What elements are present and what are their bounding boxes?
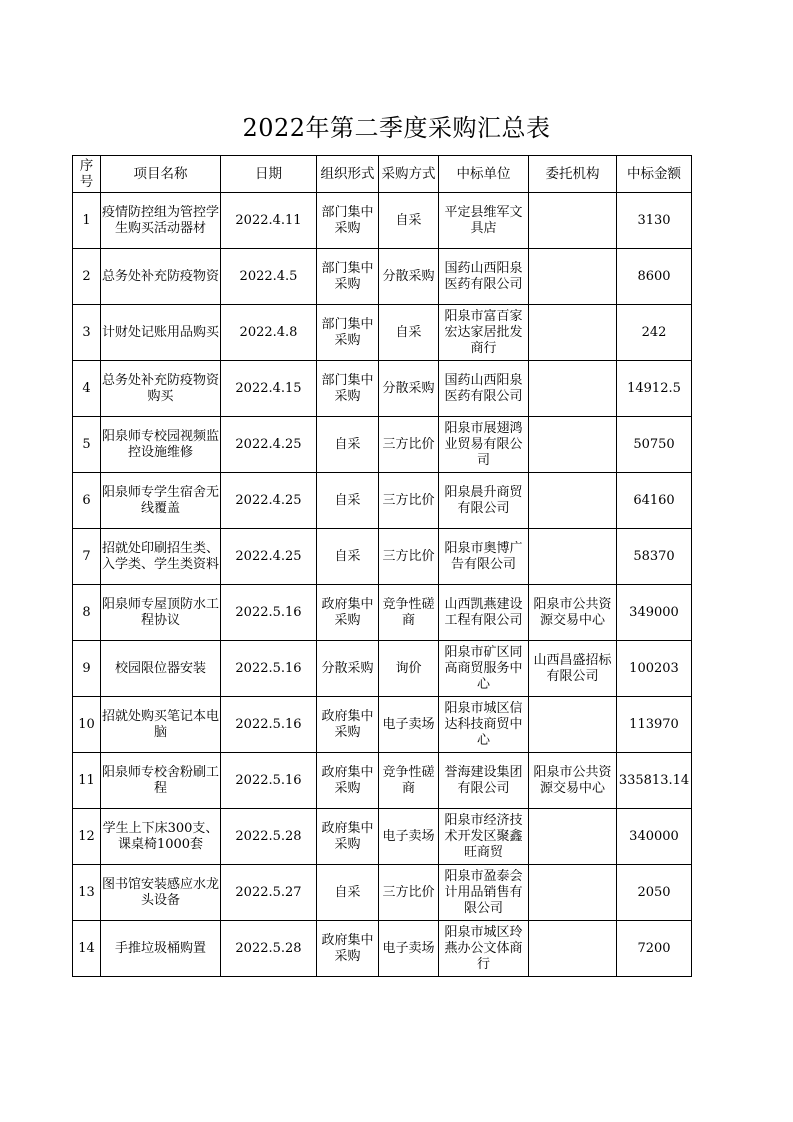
cell-agency: [529, 249, 617, 305]
cell-agency: [529, 361, 617, 417]
cell-winning-amount: [617, 809, 692, 865]
cell-row-number: [73, 809, 101, 865]
procurement-method-text: 分散采购: [382, 268, 435, 284]
winning-bidder-text: 阳泉市城区信达科技商贸中心: [444, 700, 523, 748]
cell-winning-amount: [617, 585, 692, 641]
project-name-text: 招就处购买笔记本电脑: [102, 708, 219, 740]
cell-procurement-method: [379, 305, 439, 361]
winning-bidder-text: 国药山西阳泉医药有限公司: [444, 260, 523, 292]
cell-purchase-date: [221, 529, 317, 585]
organization-form-text: 部门集中采购: [321, 260, 374, 292]
cell-organization-form: [317, 417, 379, 473]
project-name-text: 阳泉师专屋顶防水工程协议: [102, 596, 219, 628]
winning-bidder-text: 山西凯燕建设工程有限公司: [444, 596, 523, 628]
organization-form-text: 部门集中采购: [321, 316, 374, 348]
cell-purchase-date: [221, 865, 317, 921]
cell-winning-bidder: [439, 865, 529, 921]
purchase-date-text: 2022.5.28: [235, 940, 302, 956]
cell-organization-form: [317, 641, 379, 697]
cell-agency: [529, 193, 617, 249]
organization-form-text: 自采: [334, 884, 361, 900]
project-name-text: 疫情防控组为管控学生购买活动器材: [102, 204, 219, 236]
project-name-text: 阳泉师专校舍粉刷工程: [102, 764, 219, 796]
cell-organization-form: [317, 809, 379, 865]
project-name-text: 阳泉师专学生宿舍无线覆盖: [102, 484, 219, 516]
winning-bidder-text: 阳泉市展翅鸿业贸易有限公司: [444, 420, 523, 468]
procurement-method-text: 自采: [395, 212, 422, 228]
winning-amount-text: 7200: [637, 940, 671, 956]
winning-bidder-text: 阳泉晨升商贸有限公司: [444, 484, 523, 516]
cell-winning-bidder: [439, 249, 529, 305]
cell-project-name: [101, 473, 221, 529]
header-winning-bidder: 中标单位: [439, 156, 529, 193]
winning-amount-text: 340000: [629, 828, 679, 844]
cell-winning-amount: [617, 697, 692, 753]
header-organization-form: 组织形式: [317, 156, 379, 193]
project-name-text: 总务处补充防疫物资: [102, 268, 219, 284]
cell-project-name: [101, 809, 221, 865]
project-name-text: 图书馆安装感应水龙头设备: [102, 876, 219, 908]
row-number-text: 3: [82, 324, 91, 340]
purchase-date-text: 2022.5.27: [235, 884, 302, 900]
row-number-text: 11: [78, 772, 95, 788]
cell-purchase-date: [221, 921, 317, 977]
cell-winning-bidder: [439, 305, 529, 361]
project-name-text: 总务处补充防疫物资购买: [102, 372, 219, 404]
cell-procurement-method: [379, 249, 439, 305]
row-number-text: 1: [82, 212, 91, 228]
cell-procurement-method: [379, 641, 439, 697]
winning-amount-text: 8600: [637, 268, 671, 284]
agency-text: 阳泉市公共资源交易中心: [533, 596, 612, 628]
procurement-summary-table: [72, 155, 692, 977]
cell-procurement-method: [379, 361, 439, 417]
cell-project-name: [101, 921, 221, 977]
cell-project-name: [101, 585, 221, 641]
cell-winning-amount: [617, 305, 692, 361]
table-row: [73, 809, 692, 865]
cell-purchase-date: [221, 809, 317, 865]
cell-winning-bidder: [439, 473, 529, 529]
project-name-text: 校园限位器安装: [114, 660, 206, 676]
winning-bidder-text: 阳泉市矿区同高商贸服务中心: [444, 644, 523, 692]
winning-bidder-text: 阳泉市奥博广告有限公司: [444, 540, 523, 572]
cell-agency: [529, 585, 617, 641]
cell-agency: [529, 697, 617, 753]
cell-winning-bidder: [439, 809, 529, 865]
cell-organization-form: [317, 697, 379, 753]
purchase-date-text: 2022.5.16: [235, 660, 302, 676]
cell-procurement-method: [379, 697, 439, 753]
cell-purchase-date: [221, 753, 317, 809]
cell-organization-form: [317, 585, 379, 641]
purchase-date-text: 2022.5.16: [235, 716, 302, 732]
table-row: [73, 361, 692, 417]
cell-row-number: [73, 361, 101, 417]
cell-procurement-method: [379, 473, 439, 529]
purchase-date-text: 2022.5.16: [235, 772, 302, 788]
organization-form-text: 部门集中采购: [321, 372, 374, 404]
cell-winning-bidder: [439, 753, 529, 809]
table-row: [73, 529, 692, 585]
cell-project-name: [101, 249, 221, 305]
cell-purchase-date: [221, 361, 317, 417]
cell-winning-amount: [617, 249, 692, 305]
project-name-text: 招就处印刷招生类、入学类、学生类资料: [102, 540, 219, 572]
procurement-method-text: 三方比价: [382, 884, 435, 900]
cell-organization-form: [317, 361, 379, 417]
procurement-method-text: 三方比价: [382, 436, 435, 452]
cell-procurement-method: [379, 753, 439, 809]
cell-organization-form: [317, 473, 379, 529]
cell-procurement-method: [379, 921, 439, 977]
cell-row-number: [73, 529, 101, 585]
purchase-date-text: 2022.4.8: [239, 324, 298, 340]
winning-bidder-text: 阳泉市富百家宏达家居批发商行: [444, 308, 523, 356]
cell-agency: [529, 305, 617, 361]
table-row: [73, 921, 692, 977]
winning-bidder-text: 阳泉市经济技术开发区聚鑫旺商贸: [444, 812, 523, 860]
winning-amount-text: 335813.14: [618, 772, 690, 788]
row-number-text: 7: [82, 548, 91, 564]
winning-amount-text: 50750: [633, 436, 675, 452]
cell-procurement-method: [379, 529, 439, 585]
cell-purchase-date: [221, 417, 317, 473]
cell-winning-amount: [617, 753, 692, 809]
cell-winning-bidder: [439, 193, 529, 249]
cell-agency: [529, 865, 617, 921]
cell-project-name: [101, 193, 221, 249]
cell-procurement-method: [379, 193, 439, 249]
winning-bidder-text: 阳泉市盈泰会计用品销售有限公司: [444, 868, 523, 916]
purchase-date-text: 2022.4.25: [235, 492, 302, 508]
cell-purchase-date: [221, 193, 317, 249]
cell-purchase-date: [221, 473, 317, 529]
table-row: [73, 865, 692, 921]
cell-organization-form: [317, 249, 379, 305]
row-number-text: 9: [82, 660, 91, 676]
procurement-method-text: 分散采购: [382, 380, 435, 396]
row-number-text: 2: [82, 268, 91, 284]
winning-amount-text: 100203: [629, 660, 679, 676]
cell-winning-bidder: [439, 417, 529, 473]
purchase-date-text: 2022.4.5: [239, 268, 298, 284]
cell-row-number: [73, 417, 101, 473]
row-number-text: 12: [78, 828, 95, 844]
cell-purchase-date: [221, 585, 317, 641]
header-project-name: 项目名称: [101, 156, 221, 193]
winning-amount-text: 242: [641, 324, 667, 340]
cell-winning-bidder: [439, 361, 529, 417]
procurement-method-text: 竞争性磋商: [382, 764, 435, 796]
procurement-method-text: 询价: [395, 660, 422, 676]
cell-agency: [529, 417, 617, 473]
header-date: 日期: [221, 156, 317, 193]
agency-text: 阳泉市公共资源交易中心: [533, 764, 612, 796]
cell-project-name: [101, 697, 221, 753]
cell-organization-form: [317, 193, 379, 249]
cell-purchase-date: [221, 641, 317, 697]
winning-amount-text: 349000: [629, 604, 679, 620]
project-name-text: 手推垃圾桶购置: [114, 940, 206, 956]
cell-organization-form: [317, 305, 379, 361]
cell-procurement-method: [379, 417, 439, 473]
cell-agency: [529, 473, 617, 529]
row-number-text: 6: [82, 492, 91, 508]
agency-text: 山西昌盛招标有限公司: [533, 652, 612, 684]
header-procurement-method: 采购方式: [379, 156, 439, 193]
procurement-method-text: 自采: [395, 324, 422, 340]
winning-amount-text: 14912.5: [627, 380, 681, 396]
table-row: [73, 249, 692, 305]
organization-form-text: 政府集中采购: [321, 708, 374, 740]
organization-form-text: 部门集中采购: [321, 204, 374, 236]
purchase-date-text: 2022.4.15: [235, 380, 302, 396]
cell-agency: [529, 529, 617, 585]
procurement-method-text: 电子卖场: [382, 716, 435, 732]
cell-row-number: [73, 921, 101, 977]
purchase-date-text: 2022.4.11: [235, 212, 302, 228]
cell-project-name: [101, 417, 221, 473]
organization-form-text: 政府集中采购: [321, 820, 374, 852]
cell-row-number: [73, 193, 101, 249]
cell-row-number: [73, 753, 101, 809]
cell-winning-amount: [617, 473, 692, 529]
cell-winning-amount: [617, 417, 692, 473]
cell-purchase-date: [221, 249, 317, 305]
procurement-method-text: 三方比价: [382, 492, 435, 508]
table-row: [73, 473, 692, 529]
header-agency: 委托机构: [529, 156, 617, 193]
procurement-method-text: 电子卖场: [382, 940, 435, 956]
cell-winning-bidder: [439, 529, 529, 585]
organization-form-text: 政府集中采购: [321, 596, 374, 628]
table-row: [73, 417, 692, 473]
cell-row-number: [73, 585, 101, 641]
cell-procurement-method: [379, 865, 439, 921]
row-number-text: 4: [82, 380, 91, 396]
table-row: [73, 641, 692, 697]
cell-winning-bidder: [439, 585, 529, 641]
winning-bidder-text: 誉海建设集团有限公司: [444, 764, 523, 796]
purchase-date-text: 2022.4.25: [235, 548, 302, 564]
row-number-text: 5: [82, 436, 91, 452]
table-body: [73, 193, 692, 977]
winning-bidder-text: 阳泉市城区玲燕办公文体商行: [444, 924, 523, 972]
table-header-row: [73, 156, 692, 193]
table-row: [73, 697, 692, 753]
cell-organization-form: [317, 529, 379, 585]
cell-project-name: [101, 361, 221, 417]
cell-organization-form: [317, 753, 379, 809]
purchase-date-text: 2022.5.16: [235, 604, 302, 620]
winning-amount-text: 113970: [629, 716, 679, 732]
cell-row-number: [73, 865, 101, 921]
procurement-method-text: 竞争性磋商: [382, 596, 435, 628]
organization-form-text: 政府集中采购: [321, 764, 374, 796]
header-amount: 中标金额: [617, 156, 692, 193]
cell-procurement-method: [379, 809, 439, 865]
winning-amount-text: 58370: [633, 548, 675, 564]
cell-project-name: [101, 305, 221, 361]
winning-bidder-text: 国药山西阳泉医药有限公司: [444, 372, 523, 404]
header-no: 序号: [73, 156, 101, 193]
cell-row-number: [73, 473, 101, 529]
cell-agency: [529, 641, 617, 697]
cell-procurement-method: [379, 585, 439, 641]
project-name-text: 阳泉师专校园视频监控设施维修: [102, 428, 219, 460]
row-number-text: 8: [82, 604, 91, 620]
cell-project-name: [101, 641, 221, 697]
winning-amount-text: 2050: [637, 884, 671, 900]
project-name-text: 学生上下床300支、课桌椅1000套: [102, 820, 219, 852]
cell-winning-amount: [617, 921, 692, 977]
organization-form-text: 政府集中采购: [321, 932, 374, 964]
organization-form-text: 自采: [334, 548, 361, 564]
cell-winning-amount: [617, 641, 692, 697]
purchase-date-text: 2022.4.25: [235, 436, 302, 452]
page-title: 2022年第二季度采购汇总表: [242, 114, 551, 142]
organization-form-text: 自采: [334, 436, 361, 452]
row-number-text: 10: [78, 716, 95, 732]
cell-winning-bidder: [439, 697, 529, 753]
cell-agency: [529, 921, 617, 977]
purchase-date-text: 2022.5.28: [235, 828, 302, 844]
cell-organization-form: [317, 921, 379, 977]
procurement-method-text: 三方比价: [382, 548, 435, 564]
cell-winning-bidder: [439, 921, 529, 977]
organization-form-text: 分散采购: [321, 660, 374, 676]
winning-amount-text: 3130: [637, 212, 671, 228]
table-row: [73, 305, 692, 361]
cell-project-name: [101, 529, 221, 585]
cell-row-number: [73, 305, 101, 361]
table-row: [73, 193, 692, 249]
row-number-text: 13: [78, 884, 95, 900]
winning-amount-text: 64160: [633, 492, 675, 508]
cell-row-number: [73, 697, 101, 753]
organization-form-text: 自采: [334, 492, 361, 508]
winning-bidder-text: 平定县维军文具店: [444, 204, 523, 236]
cell-purchase-date: [221, 697, 317, 753]
procurement-method-text: 电子卖场: [382, 828, 435, 844]
cell-row-number: [73, 249, 101, 305]
project-name-text: 计财处记账用品购买: [102, 324, 219, 340]
row-number-text: 14: [78, 940, 95, 956]
cell-row-number: [73, 641, 101, 697]
cell-winning-amount: [617, 361, 692, 417]
cell-agency: [529, 753, 617, 809]
cell-winning-bidder: [439, 641, 529, 697]
cell-purchase-date: [221, 305, 317, 361]
cell-project-name: [101, 865, 221, 921]
cell-winning-amount: [617, 529, 692, 585]
cell-organization-form: [317, 865, 379, 921]
table-row: [73, 585, 692, 641]
cell-project-name: [101, 753, 221, 809]
cell-winning-amount: [617, 193, 692, 249]
cell-winning-amount: [617, 865, 692, 921]
cell-agency: [529, 809, 617, 865]
table-row: [73, 753, 692, 809]
